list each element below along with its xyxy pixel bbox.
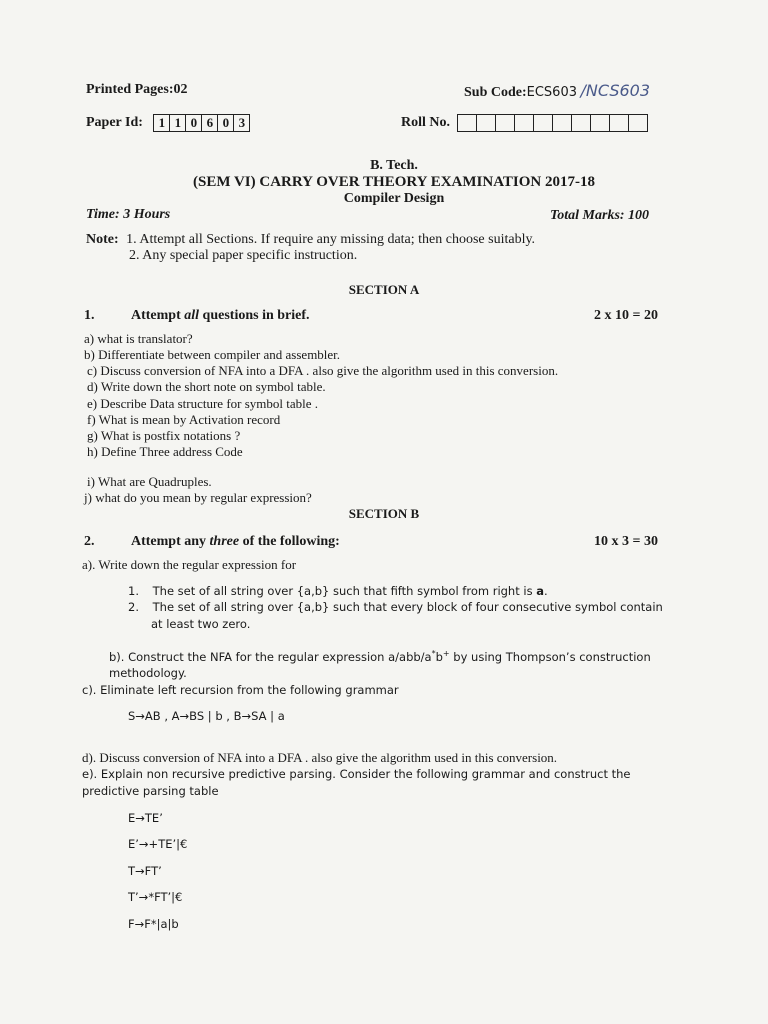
q1-item-h: h) Define Three address Code <box>87 444 243 459</box>
q1-instruction <box>131 308 310 324</box>
degree: B. Tech. <box>370 158 418 173</box>
q1-item-b: b) Differentiate between compiler and assembler. <box>84 347 341 362</box>
roll-box[interactable] <box>533 114 553 132</box>
q1-instruction-post: questions in brief. <box>199 308 310 323</box>
q1-instruction-pre: Attempt <box>131 308 185 323</box>
paper-id-label: Paper Id: <box>86 115 143 131</box>
q2-number: 2. <box>84 534 95 549</box>
q2-e-grammar-2: E’→+TE’|€ <box>128 837 188 851</box>
q2-b-post: by using Thompson’s construction <box>449 649 651 664</box>
q2-b-sup1: * <box>431 649 436 658</box>
q1-item-g: g) What is postfix notations ? <box>87 428 241 443</box>
q2-a-item-1-bold: a <box>536 584 544 598</box>
q2-instruction-pre: Attempt any <box>131 534 210 549</box>
q2-a-item-1-end: . <box>544 584 548 598</box>
section-a-heading: SECTION A <box>348 282 420 297</box>
q2-a-item-1-num: 1. <box>128 584 139 598</box>
roll-box[interactable] <box>628 114 648 132</box>
roll-box[interactable] <box>552 114 572 132</box>
q1-item-c: c) Discuss conversion of NFA into a DFA . also give the algorithm used in this conversion. <box>87 363 559 378</box>
q2-marks: 10 x 3 = 30 <box>594 534 658 549</box>
q2-b-line-2: methodology. <box>109 666 187 680</box>
q2-e-grammar-3: T→FT’ <box>128 864 162 878</box>
q2-instruction-em: three <box>209 534 240 549</box>
q2-a-item-2-num: 2. <box>128 600 139 614</box>
roll-box[interactable] <box>514 114 534 132</box>
sub-code-value: ECS603 <box>526 85 577 100</box>
q2-e-line-1: e). Explain non recursive predictive parsing. Consider the following grammar and construct the <box>82 767 631 781</box>
q2-b-mid: b <box>435 649 443 664</box>
printed-pages: Printed Pages:02 <box>86 82 188 97</box>
q2-instruction-post: of the following: <box>239 534 340 549</box>
q2-a-item-1-text: The set of all string over {a,b} such that fifth symbol from right is <box>152 584 537 598</box>
q2-instruction <box>131 534 340 550</box>
note-line-1: 1. Attempt all Sections. If require any missing data; then choose suitably. <box>126 232 536 247</box>
q2-e-line-2: predictive parsing table <box>82 784 219 798</box>
paper-id-digit: 1 <box>153 114 170 132</box>
roll-box[interactable] <box>476 114 496 132</box>
q2-c-text: c). Eliminate left recursion from the following grammar <box>82 683 399 697</box>
note <box>86 232 535 248</box>
q2-b-sup2: + <box>442 649 450 658</box>
roll-box[interactable] <box>571 114 591 132</box>
q1-item-j: j) what do you mean by regular expression? <box>84 490 312 505</box>
paper-id-digit: 0 <box>217 114 234 132</box>
paper-id-digit: 0 <box>185 114 202 132</box>
time-allowed: Time: 3 Hours <box>86 207 171 222</box>
roll-box[interactable] <box>609 114 629 132</box>
exam-title: (SEM VI) CARRY OVER THEORY EXAMINATION 2017-18 <box>192 174 596 190</box>
q2-b-pre: b). Construct the NFA for the regular expression a/abb/a <box>109 649 432 664</box>
q2-e-grammar-5: F→F*|a|b <box>128 917 179 931</box>
q1-item-a: a) what is translator? <box>84 331 193 346</box>
sub-code <box>464 81 650 101</box>
q1-item-f: f) What is mean by Activation record <box>87 412 281 427</box>
q1-item-e: e) Describe Data structure for symbol table . <box>87 396 319 411</box>
paper-id-digit: 1 <box>169 114 186 132</box>
paper-id <box>86 114 250 132</box>
total-marks: Total Marks: 100 <box>550 208 650 223</box>
note-label: Note: <box>86 232 119 247</box>
section-b-heading: SECTION B <box>348 506 420 521</box>
roll-no-label: Roll No. <box>401 115 450 131</box>
q1-number: 1. <box>84 308 95 323</box>
roll-box[interactable] <box>495 114 515 132</box>
q2-e-grammar-1: E→TE’ <box>128 811 163 825</box>
q2-a-item-2-cont: at least two zero. <box>151 617 251 631</box>
q2-c-grammar: S→AB , A→BS | b , B→SA | a <box>128 709 285 723</box>
q1-item-d: d) Write down the short note on symbol table. <box>87 379 326 394</box>
note-line-2: 2. Any special paper specific instruction. <box>129 248 358 263</box>
q2-a-item-2 <box>128 600 663 614</box>
roll-box[interactable] <box>457 114 477 132</box>
paper-id-boxes <box>154 114 250 132</box>
subject-title: Compiler Design <box>343 191 445 206</box>
q1-marks: 2 x 10 = 20 <box>594 308 658 323</box>
roll-no <box>401 114 648 132</box>
q1-instruction-em: all <box>184 308 200 323</box>
q2-b-line-1 <box>109 649 651 664</box>
sub-code-handwritten: /NCS603 <box>580 81 651 100</box>
q2-a-intro: a). Write down the regular expression for <box>82 557 297 572</box>
paper-id-digit: 6 <box>201 114 218 132</box>
q1-item-i: i) What are Quadruples. <box>87 474 212 489</box>
q2-d-text: d). Discuss conversion of NFA into a DFA . also give the algorithm used in this conversion. <box>82 750 558 765</box>
q2-a-item-2-text: The set of all string over {a,b} such that every block of four consecutive symbol contain <box>152 600 663 614</box>
sub-code-label: Sub Code: <box>464 85 527 100</box>
q2-e-grammar-4: T’→*FT’|€ <box>128 890 183 904</box>
paper-id-digit: 3 <box>233 114 250 132</box>
q2-a-item-1 <box>128 584 548 598</box>
roll-no-boxes[interactable] <box>458 114 648 132</box>
roll-box[interactable] <box>590 114 610 132</box>
